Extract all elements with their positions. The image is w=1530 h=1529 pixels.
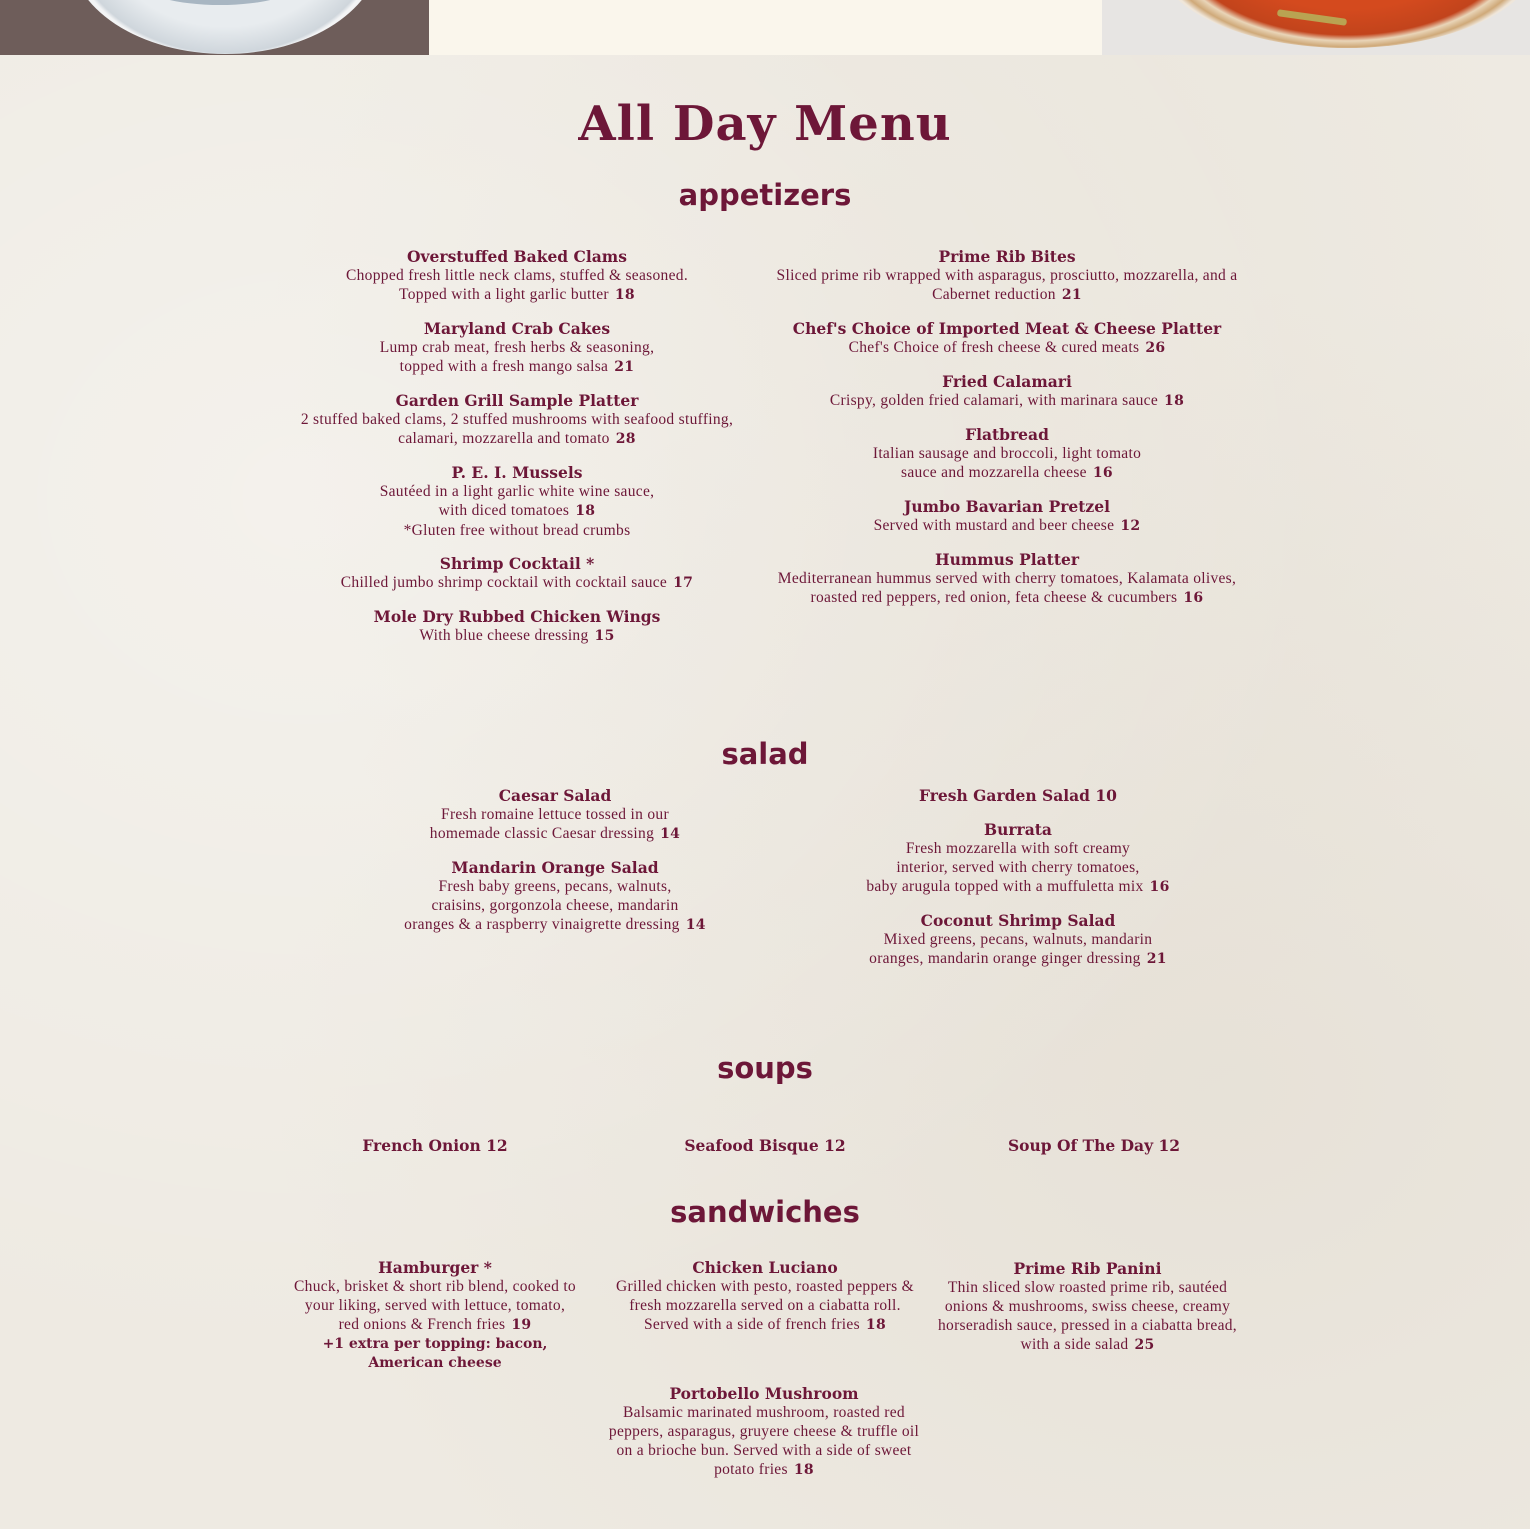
item-desc: potato fries: [714, 1461, 788, 1478]
item-price: 12: [1120, 518, 1141, 534]
section-title-soups: soups: [717, 1051, 813, 1085]
item-desc: Fresh baby greens, pecans, walnuts,: [438, 878, 672, 895]
item-desc: interior, served with cherry tomatoes,: [896, 859, 1140, 876]
item-name: Prime Rib Panini: [1013, 1259, 1162, 1278]
item-desc: Mixed greens, pecans, walnuts, mandarin: [883, 931, 1153, 948]
item-desc: Served with mustard and beer cheese: [873, 517, 1115, 534]
item-price: 21: [1146, 951, 1167, 967]
item-extra-note: +1 extra per topping: bacon,: [322, 1336, 548, 1352]
item-name: Mole Dry Rubbed Chicken Wings: [373, 607, 661, 626]
menu-item-prime-rib-panini: [925, 1259, 1250, 1355]
item-name: Maryland Crab Cakes: [423, 319, 611, 338]
item-price: 21: [614, 359, 635, 375]
item-desc: onions & mushrooms, swiss cheese, creamy: [944, 1298, 1231, 1315]
menu-title: All Day Menu: [578, 96, 952, 152]
menu-item-coconut-shrimp-salad: [843, 911, 1193, 969]
item-desc: Lump crab meat, fresh herbs & seasoning,: [379, 339, 655, 356]
menu-item-meat-cheese-platter: [762, 319, 1252, 358]
item-name: Jumbo Bavarian Pretzel: [904, 497, 1110, 516]
item-name: Garden Grill Sample Platter: [395, 391, 639, 410]
item-price: 15: [594, 628, 615, 644]
item-price: 18: [614, 287, 635, 303]
section-title-sandwiches: sandwiches: [670, 1195, 860, 1229]
item-price: 18: [865, 1317, 887, 1333]
item-price: 25: [1134, 1337, 1155, 1353]
item-desc: Chilled jumbo shrimp cocktail with cocktail sauce: [340, 574, 668, 591]
menu-item-mussels: [296, 463, 738, 540]
item-desc: homemade classic Caesar dressing: [429, 825, 655, 842]
item-desc: Served with a side of french fries: [643, 1316, 860, 1333]
item-desc: with a side salad: [1020, 1336, 1129, 1353]
item-name: Fresh Garden Salad 10: [919, 786, 1117, 805]
item-desc: Fresh mozzarella with soft creamy: [905, 840, 1131, 857]
item-price: 16: [1149, 879, 1170, 895]
food-photo-left: [0, 0, 429, 55]
menu-item-burrata: [843, 820, 1193, 897]
section-title-salad: salad: [721, 737, 809, 771]
item-name: Chef's Choice of Imported Meat & Cheese Platter: [792, 319, 1222, 338]
item-desc: Chopped fresh little neck clams, stuffed & seasoned.: [345, 267, 689, 284]
item-desc: roasted red peppers, red onion, feta cheese & cucumbers: [810, 589, 1178, 606]
item-name: Prime Rib Bites: [938, 247, 1076, 266]
item-desc: Thin sliced slow roasted prime rib, sautéed: [947, 1279, 1228, 1296]
menu-item-portobello-mushroom: [600, 1384, 928, 1480]
item-desc: Fresh romaine lettuce tossed in our: [441, 806, 669, 823]
item-desc: Mediterranean hummus served with cherry tomatoes, Kalamata olives,: [777, 570, 1237, 587]
item-desc: topped with a fresh mango salsa: [399, 358, 609, 375]
item-desc: Topped with a light garlic butter: [399, 286, 609, 303]
item-desc: Crispy, golden fried calamari, with marinara sauce: [829, 392, 1159, 409]
item-desc: baby arugula topped with a muffuletta mix: [866, 878, 1144, 895]
item-price: 18: [575, 503, 596, 519]
item-desc: peppers, asparagus, gruyere cheese & truffle oil: [608, 1423, 920, 1440]
item-price: 21: [1061, 287, 1082, 303]
item-name: Portobello Mushroom: [669, 1384, 859, 1403]
item-name: Hamburger *: [378, 1258, 492, 1277]
item-name: Flatbread: [965, 425, 1049, 444]
menu-item-chicken-luciano: [605, 1258, 925, 1335]
menu-item-caesar-salad: [380, 786, 730, 844]
item-desc: oranges & a raspberry vinaigrette dressing: [404, 916, 680, 933]
item-desc: horseradish sauce, pressed in a ciabatta bread,: [937, 1317, 1237, 1334]
header-photo-strip: [0, 0, 1530, 55]
item-desc: red onions & French fries: [338, 1316, 506, 1333]
item-desc: Cabernet reduction: [932, 286, 1056, 303]
item-desc: your liking, served with lettuce, tomato,: [304, 1297, 566, 1314]
item-name: Burrata: [984, 820, 1052, 839]
menu-item-fried-calamari: [762, 372, 1252, 411]
item-desc: oranges, mandarin orange ginger dressing: [869, 950, 1141, 967]
item-desc: with diced tomatoes: [438, 502, 570, 519]
menu-item-baked-clams: [296, 247, 738, 305]
item-desc: on a brioche bun. Served with a side of sweet: [616, 1442, 912, 1459]
item-name: Coconut Shrimp Salad: [920, 911, 1116, 930]
menu-item-crab-cakes: [296, 319, 738, 377]
item-desc: calamari, mozzarella and tomato: [398, 430, 610, 447]
item-name: Mandarin Orange Salad: [451, 858, 659, 877]
item-desc: Sliced prime rib wrapped with asparagus, prosciutto, mozzarella, and a: [776, 267, 1238, 284]
item-name: Overstuffed Baked Clams: [407, 247, 627, 266]
item-desc: sauce and mozzarella cheese: [901, 464, 1087, 481]
item-desc: With blue cheese dressing: [419, 627, 589, 644]
item-desc: Chuck, brisket & short rib blend, cooked to: [294, 1278, 576, 1295]
item-extra-note: American cheese: [368, 1355, 502, 1371]
food-photo-right: [1102, 0, 1530, 55]
item-name: Fried Calamari: [942, 372, 1072, 391]
item-desc: Balsamic marinated mushroom, roasted red: [623, 1404, 905, 1421]
menu-item-sample-platter: [296, 391, 738, 449]
menu-item-shrimp-cocktail: [296, 554, 738, 593]
item-name: Shrimp Cocktail *: [439, 554, 595, 573]
plate-image: [70, 0, 380, 54]
item-name: P. E. I. Mussels: [451, 463, 583, 482]
header-blank-panel: [429, 0, 1102, 55]
item-price: 18: [793, 1462, 814, 1478]
soup-seafood-bisque: Seafood Bisque 12: [684, 1136, 846, 1155]
item-price: 17: [673, 575, 694, 591]
menu-item-prime-rib-bites: [762, 247, 1252, 305]
item-note: *Gluten free without bread crumbs: [403, 522, 631, 539]
item-price: 28: [615, 431, 636, 447]
item-desc: 2 stuffed baked clams, 2 stuffed mushrooms with seafood stuffing,: [300, 411, 734, 428]
item-price: 14: [685, 917, 706, 933]
item-name: Chicken Luciano: [692, 1258, 838, 1277]
soup-french-onion: French Onion 12: [362, 1136, 508, 1155]
section-title-appetizers: appetizers: [678, 178, 852, 212]
item-price: 14: [660, 826, 681, 842]
item-desc: Italian sausage and broccoli, light tomato: [872, 445, 1142, 462]
menu-item-chicken-wings: [296, 607, 738, 646]
menu-item-mandarin-salad: [380, 858, 730, 935]
soup-of-the-day: Soup Of The Day 12: [1007, 1136, 1181, 1155]
menu-item-flatbread: [762, 425, 1252, 483]
menu-item-bavarian-pretzel: [762, 497, 1252, 536]
item-name: Caesar Salad: [498, 786, 612, 805]
item-desc: Grilled chicken with pesto, roasted peppers &: [615, 1278, 915, 1295]
item-price: 26: [1145, 340, 1166, 356]
item-price: 18: [1164, 393, 1185, 409]
item-desc: Chef's Choice of fresh cheese & cured meats: [848, 339, 1140, 356]
menu-item-hamburger: [280, 1258, 590, 1373]
item-price: 16: [1092, 465, 1113, 481]
item-desc: Sautéed in a light garlic white wine sauce,: [379, 483, 655, 500]
item-name: Hummus Platter: [934, 550, 1080, 569]
menu-item-hummus-platter: [762, 550, 1252, 608]
item-price: 19: [511, 1317, 532, 1333]
item-desc: craisins, gorgonzola cheese, mandarin: [431, 897, 679, 914]
menu-item-garden-salad: [843, 786, 1193, 805]
item-desc: fresh mozzarella served on a ciabatta roll.: [629, 1297, 901, 1314]
item-price: 16: [1183, 590, 1204, 606]
